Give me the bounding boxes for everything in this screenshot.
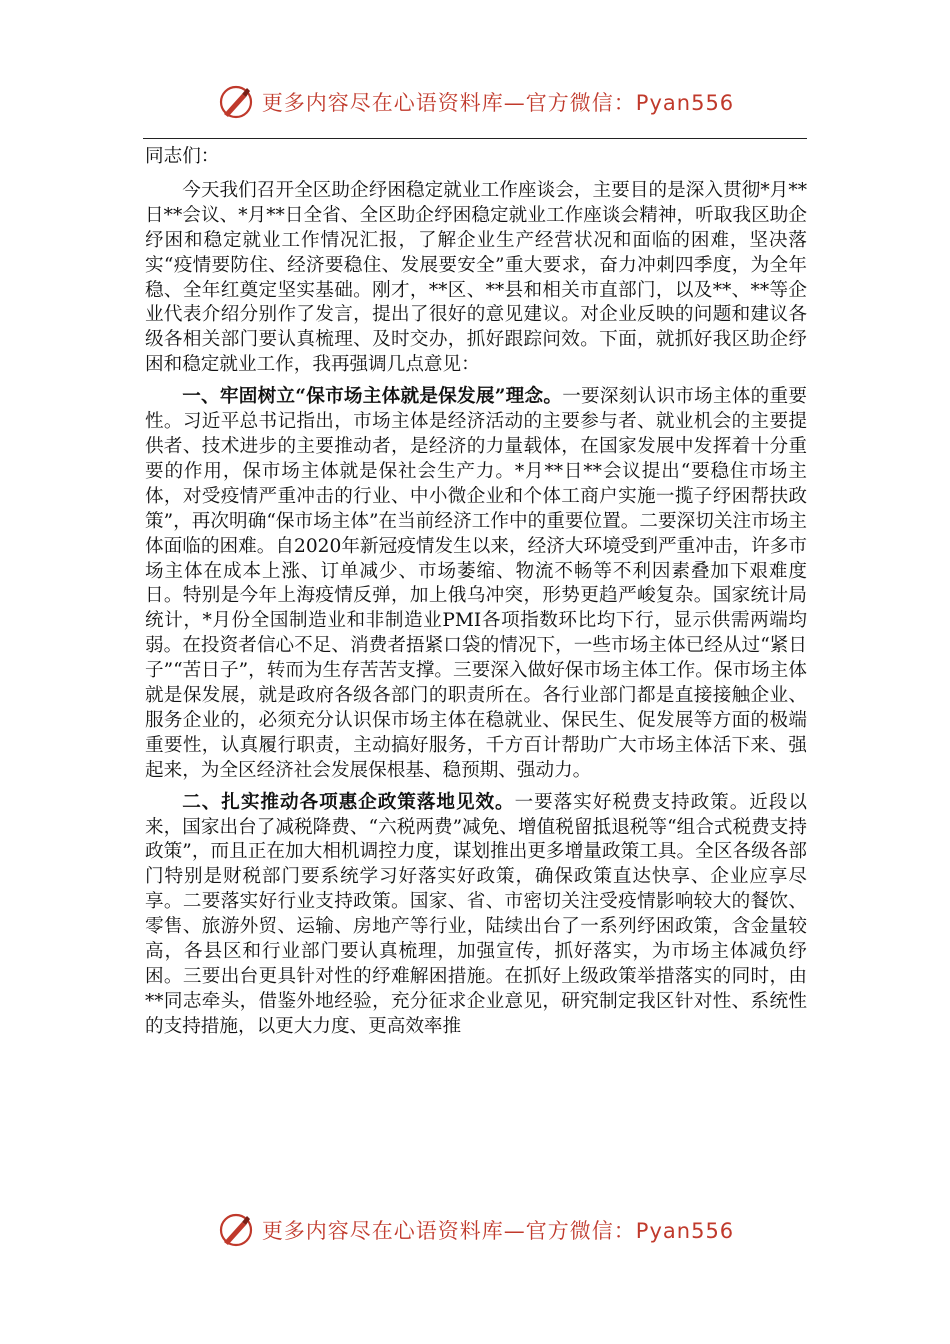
section-1-body: 一要深刻认识市场主体的重要性。习近平总书记指出，市场主体是经济活动的主要参与者、就业机会的主要提供者、技术进步的主要推动者，是经济的力量载体，在国家发展中发挥着十分重要的作用，保市场主体就是保社会生产力。*月**日**会议提出“要稳住市场主体，对受疫情严重冲击的行业、中小微企业和个体工商户实施一揽子纾困帮扶政策”，再次明确“保市场主体”在当前经济工作中的重要位置。二要深切关注市场主体面临的困难。自2020年新冠疫情发生以来，经济大环境受到严重冲击，许多市场主体在成本上涨、订单减少、市场萎缩、物流不畅等不利因素叠加下艰难度日。特别是今年上海疫情反弹，加上俄乌冲突，形势更趋严峻复杂。国家统计局统计，*月份全国制造业和非制造业PMI各项指数环比均下行，显示供需两端均弱。在投资者信心不足、消费者捂紧口袋的情况下，一些市场主体已经从过“紧日子”“苦日子”，转而为生存苦苦支撑。三要深入做好保市场主体工作。保市场主体就是保发展，就是政府各级各部门的职责所在。各行业部门都是直接接触企业、服务企业的，必须充分认识保市场主体在稳就业、保民生、促发展等方面的极端重要性，认真履行职责，主动搞好服务，千方百计帮助广大市场主体活下来、强起来，为全区经济社会发展保根基、稳预期、强动力。 xyxy=(145,386,807,781)
pen-logo-icon xyxy=(216,1210,256,1250)
header-banner xyxy=(0,80,950,124)
section-1-heading: 一、牢固树立“保市场主体就是保发展”理念。 xyxy=(182,386,563,408)
footer-banner-text: 更多内容尽在心语资料库—官方微信：Pyan556 xyxy=(261,1219,735,1243)
footer-banner xyxy=(0,1208,950,1252)
section-2-paragraph xyxy=(145,791,807,1040)
pen-logo-icon xyxy=(216,82,256,122)
document-body xyxy=(145,145,807,1195)
section-2-heading: 二、扎实推动各项惠企政策落地见效。 xyxy=(182,791,515,813)
intro-paragraph: 今天我们召开全区助企纾困稳定就业工作座谈会，主要目的是深入贯彻*月**日**会议、*月**日全省、全区助企纾困稳定就业工作座谈会精神，听取我区助企纾困和稳定就业工作情况汇报，了解企业生产经营状况和面临的困难，坚决落实“疫情要防住、经济要稳住、发展要安全”重大要求，奋力冲刺四季度，为全年稳、全年红奠定坚实基础。刚才，**区、**县和相关市直部门，以及**、**等企业代表介绍分别作了发言，提出了很好的意见建议。对企业反映的问题和建议各级各相关部门要认真梳理、及时交办，抓好跟踪问效。下面，就抓好我区助企纾困和稳定就业工作，我再强调几点意见： xyxy=(145,179,807,376)
section-1-paragraph xyxy=(145,385,807,784)
salutation: 同志们： xyxy=(145,146,220,167)
header-banner-text: 更多内容尽在心语资料库—官方微信：Pyan556 xyxy=(261,91,735,115)
header-divider xyxy=(143,138,807,139)
section-2-body: 一要落实好税费支持政策。近段以来，国家出台了减税降费、“六税两费”减免、增值税留抵退税等“组合式税费支持政策”，而且正在加大相机调控力度，谋划推出更多增量政策工具。全区各级各部门特别是财税部门要系统学习好落实好政策，确保政策直达快享、企业应享尽享。二要落实好行业支持政策。国家、省、市密切关注受疫情影响较大的餐饮、零售、旅游外贸、运输、房地产等行业，陆续出台了一系列纾困政策，含金量较高，各县区和行业部门要认真梳理，加强宣传，抓好落实，为市场主体减负纾困。三要出台更具针对性的纾难解困措施。在抓好上级政策举措落实的同时，由**同志牵头，借鉴外地经验，充分征求企业意见，研究制定我区针对性、系统性的支持措施，以更大力度、更高效率推 xyxy=(145,791,807,1037)
